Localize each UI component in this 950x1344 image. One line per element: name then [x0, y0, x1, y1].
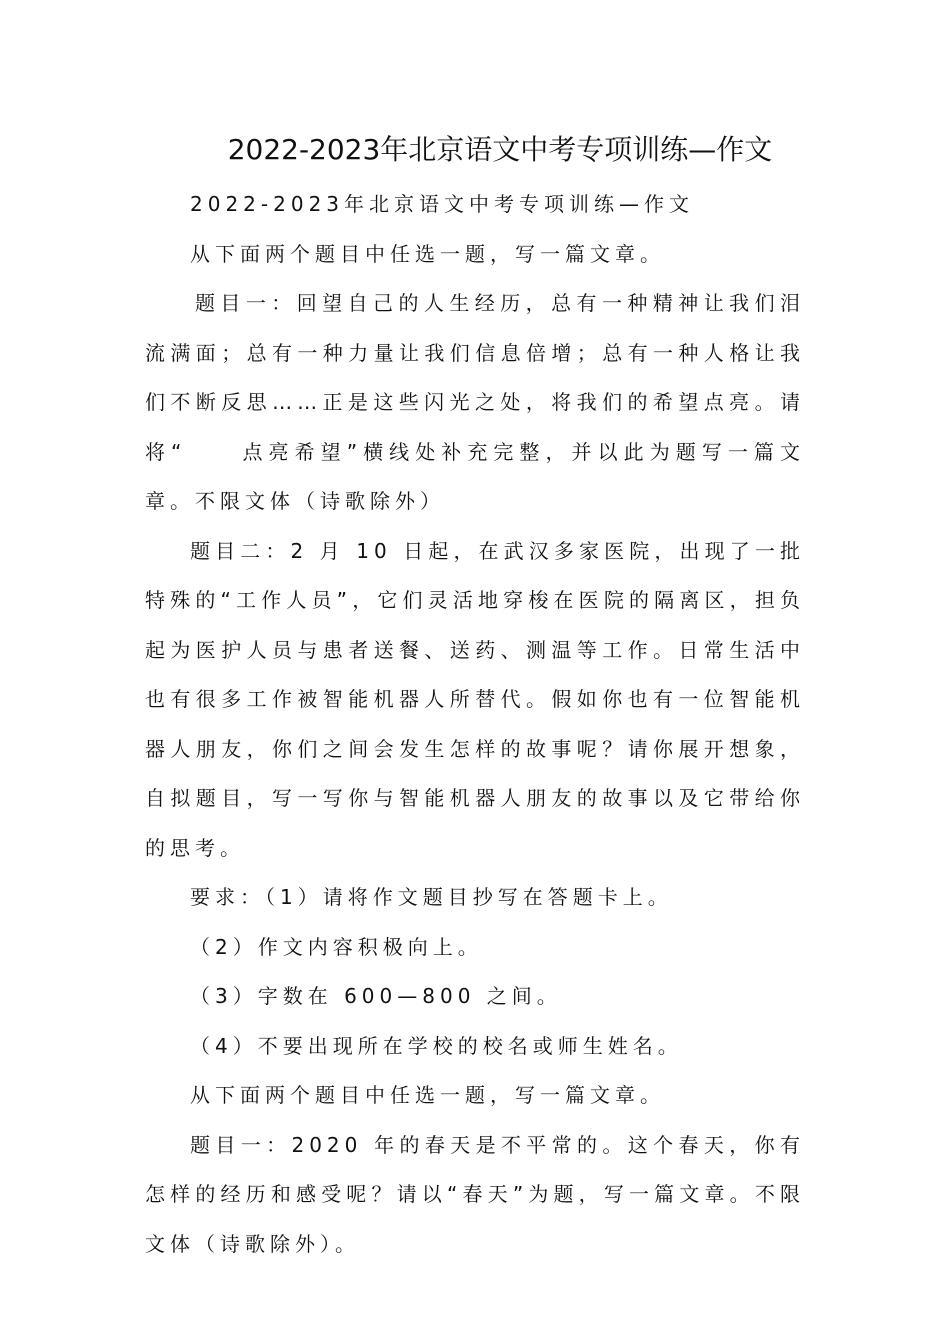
paragraph-requirement-1: 要求：（1）请将作文题目抄写在答题卡上。	[190, 885, 673, 909]
document-body	[145, 180, 805, 1269]
paragraph-topic-one-second: 题目一：2020 年的春天是不平常的。这个春天，你有怎样的经历和感受呢？请以“春天”为题，写一篇文章。不限文体（诗歌除外）。	[145, 1132, 805, 1256]
paragraph-topic-one	[145, 279, 805, 527]
topic-one-text-b: 点亮希望”横线处补充完整，并以此为题写一篇文章。不限文体（诗歌除外）	[145, 439, 805, 513]
paragraph-requirement-4: （4）不要出现所在学校的校名或师生姓名。	[190, 1033, 683, 1058]
paragraph-topic-two: 题目二：2 月 10 日起，在武汉多家医院，出现了一批特殊的“工作人员”，它们灵活地穿梭在医院的隔离区，担负起为医护人员与患者送餐、送药、测温等工作。日常生活中也有很多工作被智能机器人所替代。假如你也有一位智能机器人朋友，你们之间会发生怎样的故事呢？请你展开想象，自拟题目，写一写你与智能机器人朋友的故事以及它带给你的思考。	[145, 538, 805, 860]
paragraph-instruction: 从下面两个题目中任选一题，写一篇文章。	[190, 241, 665, 266]
paragraph-instruction-2: 从下面两个题目中任选一题，写一篇文章。	[190, 1083, 665, 1107]
paragraph-requirement-2: （2）作文内容积极向上。	[190, 934, 483, 959]
paragraph-requirement-3: （3）字数在 600—800 之间。	[190, 984, 562, 1008]
paragraph-subtitle: 2022-2023年北京语文中考专项训练—作文	[190, 192, 695, 216]
document-title: 2022-2023年北京语文中考专项训练—作文	[227, 133, 773, 166]
topic-one-text-a: 题目一：回望自己的人生经历，总有一种精神让我们泪流满面；总有一种力量让我们信息倍增；总有一种人格让我们不断反思……正是这些闪光之处，将我们的希望点亮。请将“	[145, 291, 805, 464]
